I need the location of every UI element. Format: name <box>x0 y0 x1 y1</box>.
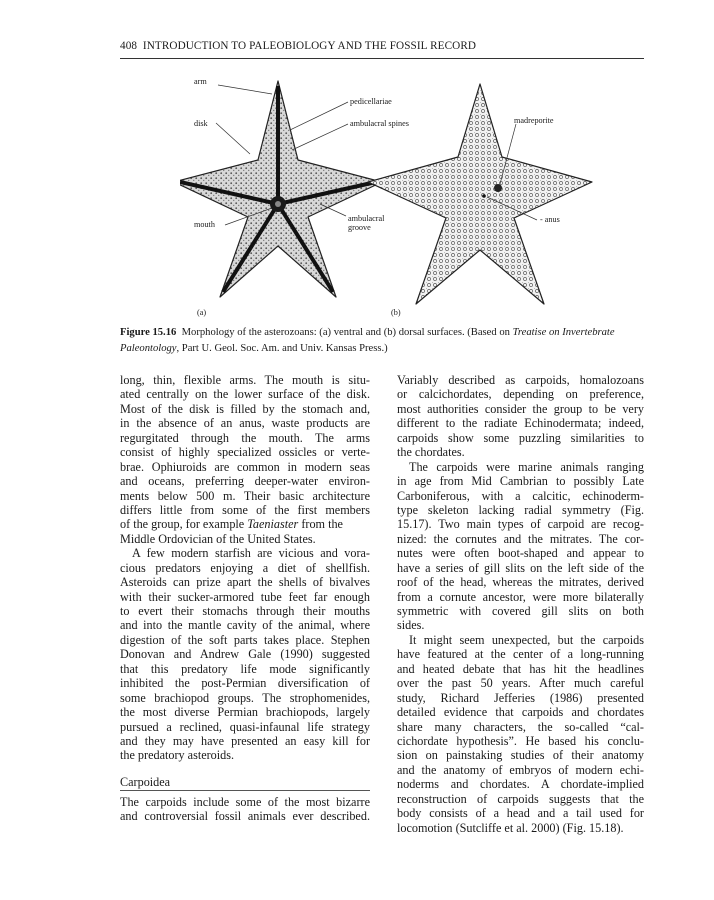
label-disk: disk <box>194 119 208 128</box>
body-line: the most diverse Permian brachiopods, largely <box>120 705 370 720</box>
anus-mark <box>482 194 486 198</box>
genus-name: Taeniaster <box>247 517 299 532</box>
body-line: inhibited the post-Permian diversification of <box>120 676 370 691</box>
body-line: different to the radiate Echinodermata; indeed, <box>397 416 644 431</box>
body-line: have a series of gill slits on the left side of the <box>397 560 644 575</box>
body-line: in the absence of an anus, waste products are <box>120 416 370 431</box>
section-heading: Carpoidea <box>120 774 171 789</box>
figure-caption <box>120 325 644 357</box>
body-line: have featured at the center of a long-running <box>397 647 644 662</box>
label-groove: groove <box>348 223 371 232</box>
body-line: detailed evidence that carpoids and chordates <box>397 705 644 720</box>
caption-number: Figure 15.16 <box>120 327 177 338</box>
body-line: A few modern starfish are vicious and vora- <box>132 546 370 561</box>
body-line: pursued a reclined, quasi-infaunal life strategy <box>120 719 370 734</box>
running-header <box>120 40 644 52</box>
body-line: noderms and chordates. A chordate-implied <box>397 777 644 792</box>
body-line-text: of the group, for example <box>120 517 245 532</box>
left-column <box>120 373 370 824</box>
body-line: Carboniferous, with a calcitic, echinoderm- <box>397 488 644 503</box>
label-ambulacral-spines: ambulacral spines <box>350 119 409 128</box>
body-line: ments below 500 m. Their basic architecture <box>120 488 370 503</box>
label-arm: arm <box>194 77 207 86</box>
section-rule <box>120 790 370 791</box>
body-line: and into the mantle cavity of the animal, where <box>120 618 370 633</box>
caption-italic-title: Treatise on Invertebrate Paleontology <box>120 327 615 354</box>
body-line: body consists of a head and a tail used for <box>397 806 644 821</box>
body-line: nized: the cornutes and the mitrates. The cor- <box>397 531 644 546</box>
body-line: consist of highly specialized ossicles or verte- <box>120 445 370 460</box>
body-line: The carpoids were marine animals ranging <box>409 459 644 474</box>
body-line: reconstruction of carpoids suggests that the <box>397 791 644 806</box>
body-line: differs little from some of the first members <box>120 502 370 517</box>
body-line: over the past 50 years. After much careful <box>397 676 644 691</box>
body-line: sides. <box>397 618 425 633</box>
body-line: carpoids show some puzzling similarities to <box>397 430 644 445</box>
body-line: long, thin, flexible arms. The mouth is situ- <box>120 373 370 387</box>
label-anus: - anus <box>540 215 560 224</box>
body-line: cichordate hypothesis”. He based his conclu- <box>397 733 644 748</box>
body-line: It might seem unexpected, but the carpoids <box>409 632 644 647</box>
body-line: study, Richard Jefferies (1986) presented <box>397 690 644 705</box>
body-line: type skeleton lacking radial symmetry (Fig. <box>397 502 644 517</box>
body-line: regurgitated through the mouth. The arms <box>120 430 370 445</box>
ventral-starfish <box>180 81 385 297</box>
body-line: nutes were often boot-shaped and appear to <box>397 546 644 561</box>
body-line: to evert their stomachs through their mouths <box>120 604 370 618</box>
body-line: cious predators enjoying a diet of shellfish. <box>120 560 370 575</box>
label-anus-text: anus <box>544 215 560 224</box>
figure-15-16 <box>180 72 600 324</box>
body-line: share many characters, the so-called “cal- <box>397 719 644 734</box>
body-line: Donovan and Andrew Gale (1990) suggested <box>120 647 370 662</box>
body-line: digestion of the soft parts takes place. Stephen <box>120 632 370 647</box>
header-rule <box>120 58 644 59</box>
body-line: the predatory asteroids. <box>120 748 235 763</box>
body-line: Most of the disk is filled by the stomach and, <box>120 401 370 416</box>
page-number: 408 <box>120 40 138 52</box>
body-line: and oceans, preferring deeper-water environ- <box>120 474 370 489</box>
body-line-text: from the <box>298 517 343 532</box>
body-line: some brachiopod groups. The strophomenides, <box>120 690 370 705</box>
label-panel-a: (a) <box>197 308 207 317</box>
body-line: 15.17). Two main types of carpoid are recog- <box>397 517 644 532</box>
running-title: INTRODUCTION TO PALEOBIOLOGY AND THE FOSSIL RECORD <box>142 40 477 52</box>
caption-text-2: , Part U. Geol. Soc. Am. and Univ. Kansas Press.) <box>176 343 388 354</box>
body-line: most authorities consider the group to be very <box>397 401 644 416</box>
body-line: that this predatory life mode significantly <box>120 661 370 676</box>
body-line: and the anatomy of embryos of modern echi- <box>397 762 644 777</box>
label-ambulacral: ambulacral <box>348 214 385 223</box>
label-panel-b: (b) <box>391 308 401 317</box>
label-mouth: mouth <box>194 220 215 229</box>
body-line: locomotion (Sutcliffe et al. 2000) (Fig. 15.18). <box>397 820 624 835</box>
body-line: brae. Ophiuroids are common in modern seas <box>120 459 370 474</box>
body-line: symmetric with covered gill slits on both <box>397 604 644 618</box>
body-line: roof of the head, whereas the mitrates, derived <box>397 575 644 590</box>
body-line: and controversial fossil animals ever described. <box>120 809 370 824</box>
body-line: The carpoids include some of the most bizarre <box>120 794 370 809</box>
body-line: Variably described as carpoids, homalozoans <box>397 373 644 387</box>
body-line: and heated debate that has hit the headlines <box>397 661 644 676</box>
body-line: Middle Ordovician of the United States. <box>120 531 316 546</box>
body-line: or calcichordates, depending on preference, <box>397 387 644 402</box>
starfish-illustration <box>180 72 600 324</box>
madreporite-mark <box>494 184 502 192</box>
body-line: the chordates. <box>397 445 465 460</box>
body-line: and they may have presented an easy kill for <box>120 733 370 748</box>
body-line-taeniaster <box>120 517 370 531</box>
right-column <box>397 373 644 835</box>
dorsal-starfish <box>368 84 592 304</box>
label-madreporite: madreporite <box>514 116 554 125</box>
body-line: sion on painstaking studies of their anatomy <box>397 748 644 763</box>
body-line: from a cornute ancestor, were more bilaterally <box>397 589 644 604</box>
label-pedicellariae: pedicellariae <box>350 97 392 106</box>
body-line: in age from Mid Cambrian to possibly Late <box>397 474 644 489</box>
body-line: ated centrally on the lower surface of the disk. <box>120 387 370 402</box>
body-line: with their sucker-armored tube feet far enough <box>120 589 370 604</box>
caption-text-1: Morphology of the asterozoans: (a) ventral and (b) dorsal surfaces. (Based on <box>181 327 510 338</box>
body-line: Asteroids can prize apart the shells of bivalves <box>120 575 370 590</box>
